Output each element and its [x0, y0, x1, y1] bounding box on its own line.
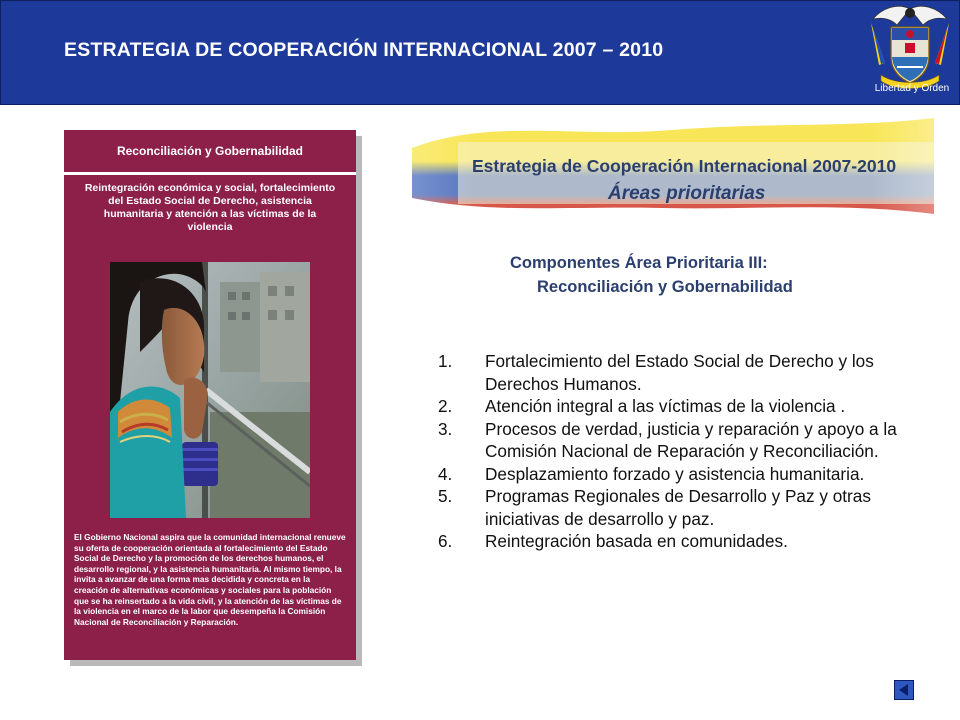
list-item	[438, 418, 928, 463]
list-item-number: 3.	[438, 418, 453, 439]
header-bar	[0, 0, 960, 105]
list-item-number: 2.	[438, 396, 453, 416]
crest-motto: Libertad y Orden	[874, 83, 950, 94]
list-item	[438, 463, 928, 486]
list-item-text: Procesos de verdad, justicia y reparación y apoyo a la Comisión Nacional de Reparación y Reconciliación.	[485, 418, 897, 461]
list-item-number: 5.	[438, 486, 453, 506]
list-item	[438, 350, 928, 395]
page-title: ESTRATEGIA DE COOPERACIÓN INTERNACIONAL 2007 – 2010	[64, 39, 664, 61]
banner-subtitle: Áreas prioritarias	[608, 183, 766, 204]
section-heading-line2: Reconciliación y Gobernabilidad	[537, 278, 793, 296]
list-item	[438, 485, 928, 530]
poster-divider	[64, 172, 356, 175]
list-item-text: Atención integral a las víctimas de la violencia .	[485, 396, 846, 416]
poster-title: Reconciliación y Gobernabilidad	[116, 144, 304, 158]
list-item-text: Reintegración basada en comunidades.	[485, 531, 788, 551]
section-heading	[500, 251, 860, 299]
girl-at-window-photo	[110, 262, 310, 518]
banner-title: Estrategia de Cooperación Internacional 2007-2010	[472, 156, 897, 176]
section-heading-line1: Componentes Área Prioritaria III:	[510, 254, 768, 272]
poster-body-text: El Gobierno Nacional aspira que la comunidad internacional renueve su oferta de cooperación orientada al fortalecimiento del Estado Social de Derecho y la promoción de los derechos humanos, el desarrollo regional, y la asistencia humanitaria. Al mismo tiempo, la invita a avanzar de una forma mas decidida y concreta en la creación de alternativas económicas y sociales para la población que se ha reinsertado a la vida civil, y la atención de las víctimas de la violencia en el marco de la labor que desempeña la Comisión Nacional de Reconciliación y Reparación.	[74, 532, 346, 627]
list-item-text: Desplazamiento forzado y asistencia humanitaria.	[485, 463, 865, 484]
coat-of-arms-logo	[861, 1, 959, 104]
list-item-number: 4.	[438, 463, 453, 484]
list-item-number: 1.	[438, 351, 453, 371]
components-list	[438, 350, 928, 553]
back-button[interactable]	[894, 680, 914, 700]
triangle-left-icon	[895, 681, 913, 699]
poster-subtitle: Reintegración económica y social, fortalecimiento del Estado Social de Derecho, asistencia humanitaria y atención a las víctimas de la violencia	[84, 182, 336, 233]
list-item-number: 6.	[438, 531, 453, 551]
list-item-text: Programas Regionales de Desarrollo y Paz y otras iniciativas de desarrollo y paz.	[485, 486, 871, 529]
list-item-text: Fortalecimiento del Estado Social de Derecho y los Derechos Humanos.	[485, 351, 874, 394]
list-item	[438, 530, 928, 553]
list-item	[438, 395, 928, 418]
poster-image	[64, 130, 356, 660]
